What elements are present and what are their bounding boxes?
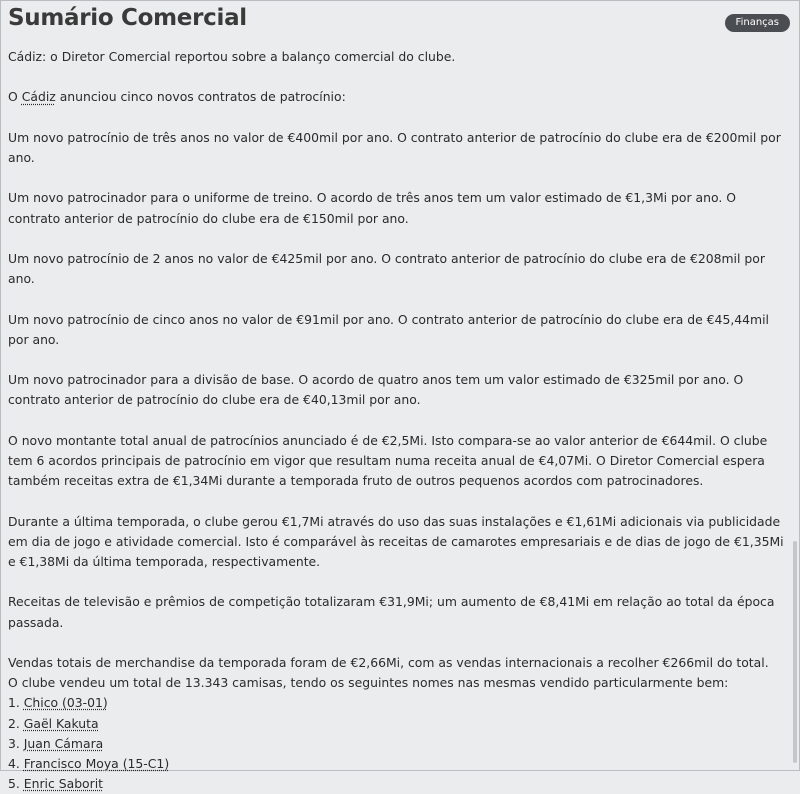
- player-link[interactable]: Francisco Moya (15-C1): [23, 755, 170, 771]
- player-link[interactable]: Enric Saborit: [23, 776, 104, 792]
- list-item: 2. Gaël Kakuta: [8, 715, 99, 731]
- shirt-sales-paragraph: O clube vendeu um total de 13.343 camisas, tendo os seguintes nomes nas mesmas vendido particularmente bem:: [8, 675, 729, 691]
- merchandise-paragraph: Vendas totais de merchandise da temporada foram de €2,66Mi, com as vendas internacionais a recolher €266mil do total.: [8, 654, 769, 670]
- player-link[interactable]: Chico (03-01): [23, 695, 108, 711]
- player-link[interactable]: Juan Cámara: [23, 735, 104, 751]
- category-badge-finances[interactable]: Finanças: [725, 14, 790, 32]
- announcement-line: O Cádiz anunciou cinco novos contratos de patrocínio:: [8, 89, 346, 105]
- sponsorship-item: Um novo patrocínio de cinco anos no valor de €91mil por ano. O contrato anterior de patrocínio do clube era de €45,44mil por ano.: [8, 311, 769, 347]
- page-title: Sumário Comercial: [8, 5, 247, 31]
- tv-revenue-paragraph: Receitas de televisão e prêmios de competição totalizaram €31,9Mi; um aumento de €8,41Mi em relação ao total da época passada.: [8, 594, 775, 630]
- list-item: 3. Juan Cámara: [8, 735, 104, 751]
- sponsorship-item: Um novo patrocínio de 2 anos no valor de €425mil por ano. O contrato anterior de patrocínio do clube era de €208mil por ano.: [8, 250, 765, 287]
- intro-line: Cádiz: o Diretor Comercial reportou sobre a balanço comercial do clube.: [8, 49, 456, 64]
- report-body: [8, 47, 788, 794]
- sponsorship-item: Um novo patrocinador para a divisão de base. O acordo de quatro anos tem um valor estimado de €325mil por ano. O contrato anterior de patrocínio do clube era de €40,13mil por ano.: [8, 372, 744, 408]
- club-link[interactable]: Cádiz: [21, 89, 56, 105]
- sponsorship-item: Um novo patrocínio de três anos no valor de €400mil por ano. O contrato anterior de patrocínio do clube era de €200mil por ano.: [8, 129, 781, 165]
- vertical-scrollbar[interactable]: [793, 541, 797, 763]
- sponsorship-total-paragraph: O novo montante total anual de patrocínios anunciado é de €2,5Mi. Isto compara-se ao valor anterior de €644mil. O clube tem 6 acordos principais de patrocínio em vigor que resultam numa receita anual de €4,07Mi. O Diretor Comercial espera também receitas extra de €1,34Mi durante a temporada fruto de outros pequenos acordos com patrocinadores.: [8, 432, 768, 489]
- top-shirts-list: [8, 693, 788, 794]
- player-link[interactable]: Gaël Kakuta: [23, 715, 99, 731]
- list-item: 4. Francisco Moya (15-C1): [8, 755, 170, 771]
- sponsorship-item: Um novo patrocinador para o uniforme de treino. O acordo de três anos tem um valor estimado de €1,3Mi por ano. O contrato anterior de patrocínio do clube era de €150mil por ano.: [8, 190, 736, 226]
- facilities-revenue-paragraph: Durante a última temporada, o clube gerou €1,7Mi através do uso das suas instalações e €1,61Mi adicionais via publicidade em dia de jogo e atividade comercial. Isto é comparável às receitas de camarotes empresariais e de dias de jogo de €1,35Mi e €1,38Mi da última temporada, respectivamente.: [8, 513, 784, 569]
- list-item: 1. Chico (03-01): [8, 695, 108, 711]
- list-item: 5. Enric Saborit: [8, 776, 104, 792]
